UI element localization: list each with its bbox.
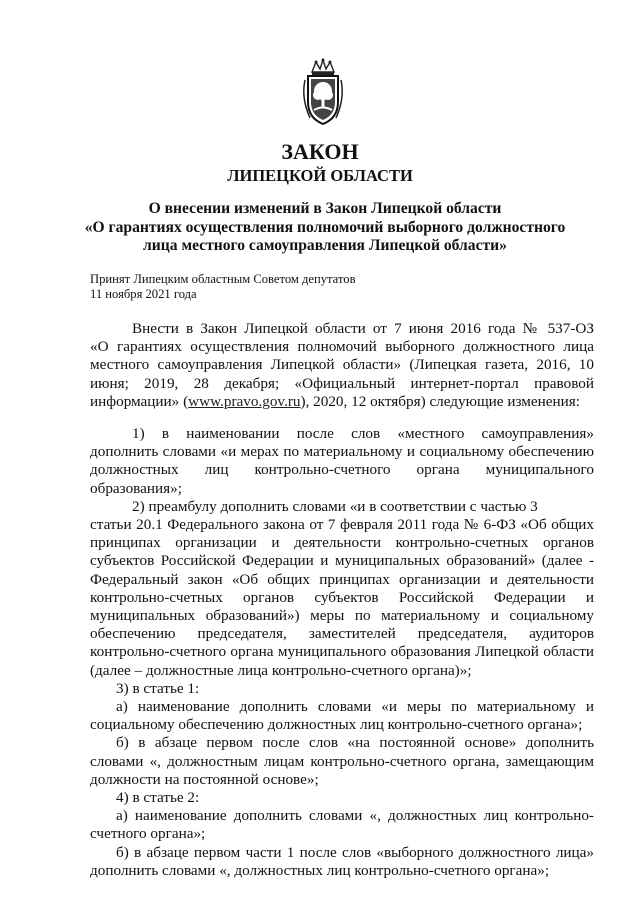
item-4b-line: б) в абзаце первом части 1 после слов «выборного должностного лица» bbox=[116, 843, 594, 861]
item-3b-line: б) в абзаце первом после слов «на постоянной основе» дополнить bbox=[116, 734, 594, 752]
item-1-line: должностных лиц контрольно-счетного органа муниципального bbox=[90, 461, 594, 479]
item-2-line: муниципальных образований») меры по материальному и социальному bbox=[90, 607, 594, 625]
law-title-line: лица местного самоуправления Липецкой области» bbox=[143, 237, 507, 254]
adoption-note bbox=[90, 272, 356, 302]
item-2-line: субъектов Российской Федерации и муниципальных образований» (далее - bbox=[90, 552, 594, 570]
law-title-line: О внесении изменений в Закон Липецкой области bbox=[148, 200, 502, 217]
item-1-line: образования»; bbox=[90, 479, 182, 497]
item-1-line: 1) в наименовании после слов «местного самоуправления» bbox=[132, 425, 594, 443]
law-title-line: «О гарантиях осуществления полномочий выборного должностного bbox=[84, 218, 566, 236]
item-3-line: 3) в статье 1: bbox=[116, 679, 200, 697]
coat-of-arms-icon bbox=[300, 58, 346, 128]
item-2-line: контрольно-счетных органов субъектов Российской Федерации и bbox=[90, 588, 594, 606]
item-4-line: 4) в статье 2: bbox=[116, 789, 200, 807]
item-2-line: Федеральный закон «Об общих принципах организации и деятельности bbox=[90, 570, 594, 588]
item-2-line: статьи 20.1 Федерального закона от 7 февраля 2011 года № 6-ФЗ «Об общих bbox=[90, 516, 594, 534]
item-3b-line: должности на постоянной основе»; bbox=[90, 770, 319, 788]
pravo-link[interactable]: www.pravo.gov.ru bbox=[188, 392, 301, 410]
intro-line bbox=[90, 393, 594, 411]
item-4b-line: дополнить словами «, должностных лиц контрольно-счетного органа»; bbox=[90, 861, 550, 879]
intro-line: местного самоуправления Липецкой области» (Липецкая газета, 2016, 10 bbox=[90, 356, 594, 374]
intro-text: ), 2020, 12 октября) следующие изменения: bbox=[300, 392, 580, 410]
document-title: ЗАКОН bbox=[281, 139, 359, 164]
intro-line: «О гарантиях осуществления полномочий выборного должностного лица bbox=[90, 338, 594, 356]
item-3a-line: социальному обеспечению должностных лиц контрольно-счетного органа»; bbox=[90, 716, 583, 734]
intro-line: Внести в Закон Липецкой области от 7 июня 2016 года № 537-ОЗ bbox=[132, 320, 594, 337]
paragraph-gap bbox=[90, 411, 594, 425]
document-body bbox=[90, 320, 594, 880]
item-2-line: (далее – должностные лица контрольно-счетного органа)»; bbox=[90, 661, 472, 679]
item-2-line: 2) преамбулу дополнить словами «и в соответствии с частью 3 bbox=[132, 497, 538, 515]
item-4a-line: а) наименование дополнить словами «, должностных лиц контрольно- bbox=[116, 807, 594, 825]
item-1-line: дополнить словами «и мерах по материальному и социальному обеспечению bbox=[90, 443, 594, 461]
item-2-line: обеспечению председателя, заместителей председателя, аудиторов bbox=[90, 625, 594, 643]
intro-line: июня; 2019, 28 декабря; «Официальный интернет-портал правовой bbox=[90, 374, 594, 392]
item-3b-line: словами «, должностным лицам контрольно-счетного органа, замещающим bbox=[90, 752, 594, 770]
adoption-date: 11 ноября 2021 года bbox=[90, 287, 197, 301]
item-4a-line: счетного органа»; bbox=[90, 825, 206, 843]
document-subtitle: ЛИПЕЦКОЙ ОБЛАСТИ bbox=[227, 166, 413, 185]
item-2-line: контрольно-счетного органа муниципального образования Липецкой области bbox=[90, 643, 594, 661]
adoption-body: Принят Липецким областным Советом депутатов bbox=[90, 272, 356, 286]
law-title bbox=[82, 200, 568, 256]
item-3a-line: а) наименование дополнить словами «и меры по материальному и bbox=[116, 698, 594, 716]
item-2-line: принципах организации и деятельности контрольно-счетных органов bbox=[90, 534, 594, 552]
intro-text: информации» ( bbox=[90, 392, 189, 410]
